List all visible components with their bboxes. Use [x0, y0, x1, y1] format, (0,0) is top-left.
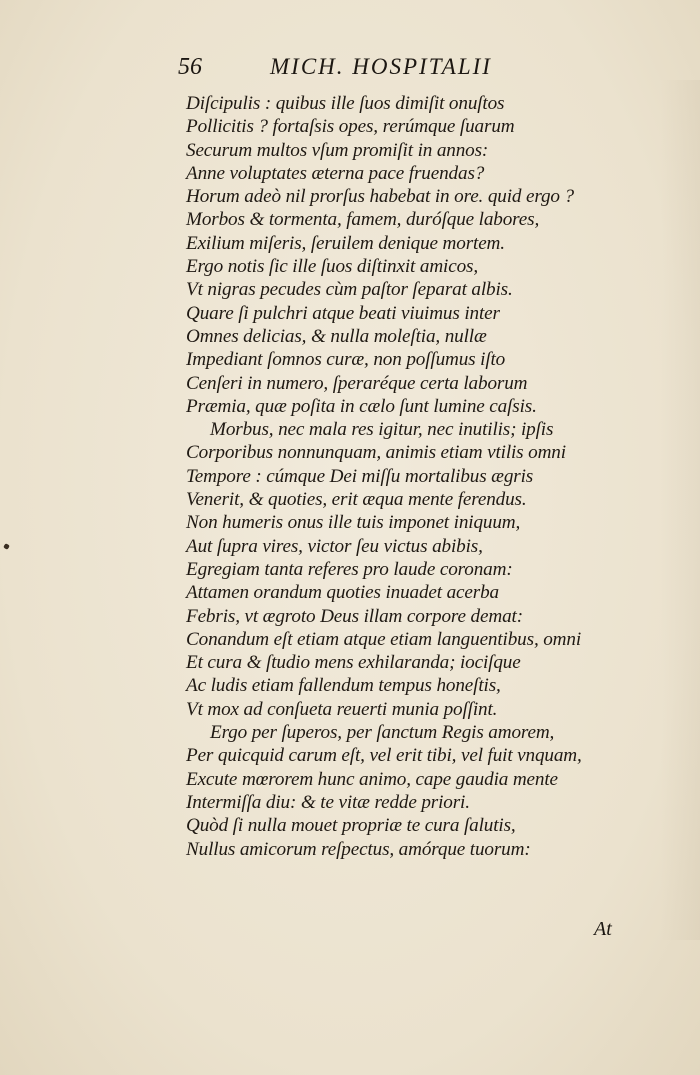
text-line: Et cura & ſtudio mens exhilaranda; iociſque — [186, 652, 521, 674]
facing-page-bleed — [660, 80, 700, 940]
text-line: Per quicquid carum eſt, vel erit tibi, vel fuit vnquam, — [186, 745, 582, 767]
text-line: Intermiſſa diu: & te vitæ redde priori. — [186, 791, 470, 813]
catchword: At — [594, 918, 612, 940]
text-line: Morbos & tormenta, famem, duróſque labores, — [186, 209, 540, 231]
text-line: Præmia, quæ poſita in cælo ſunt lumine caſsis. — [186, 395, 537, 417]
text-line: Vt mox ad conſueta reuerti munia poſſint. — [186, 698, 498, 720]
text-line: Vt nigras pecudes cùm paſtor ſeparat albis. — [186, 279, 513, 301]
text-line: Attamen orandum quoties inuadet acerba — [186, 582, 499, 604]
text-line: Egregiam tanta referes pro laude coronam: — [186, 558, 513, 580]
page-number: 56 — [178, 54, 202, 80]
page-header — [178, 54, 558, 88]
text-line: Conandum eſt etiam atque etiam languentibus, omni — [186, 628, 582, 650]
text-line: Exilium miſeris, ſeruilem denique mortem. — [186, 232, 505, 254]
text-line: Pollicitis ? fortaſsis opes, rerúmque ſuarum — [186, 116, 515, 138]
text-line: Tempore : cúmque Dei miſſu mortalibus ægris — [186, 465, 534, 487]
text-line: Excute mœrorem hunc animo, cape gaudia mente — [186, 768, 558, 790]
running-title: MICH. HOSPITALII — [270, 54, 492, 79]
ink-speck — [3, 543, 10, 550]
text-line: Anne voluptates æterna pace fruendas? — [186, 162, 485, 184]
text-line: Quare ſi pulchri atque beati viuimus inter — [186, 302, 500, 324]
text-line: Horum adeò nil prorſus habebat in ore. quid ergo ? — [186, 186, 574, 208]
text-line: Corporibus nonnunquam, animis etiam vtilis omni — [186, 442, 566, 464]
text-line: Venerit, & quoties, erit æqua mente ferendus. — [186, 489, 527, 511]
text-line: Impediant ſomnos curæ, non poſſumus iſto — [186, 349, 506, 371]
text-line: Quòd ſi nulla mouet propriæ te cura ſalutis, — [186, 815, 516, 837]
text-line: Ac ludis etiam fallendum tempus honeſtis, — [186, 675, 501, 697]
text-line-indented: Ergo per ſuperos, per ſanctum Regis amorem, — [210, 722, 555, 744]
text-line: Ergo notis ſic ille ſuos diſtinxit amicos, — [186, 256, 478, 278]
text-line: Febris, vt ægroto Deus illam corpore demat: — [186, 605, 523, 627]
text-line: Securum multos vſum promiſit in annos: — [186, 139, 489, 161]
text-line: Cenſeri in numero, ſperaréque certa laborum — [186, 372, 528, 394]
text-line: Nullus amicorum reſpectus, amórque tuorum: — [186, 838, 531, 860]
poem-text — [150, 92, 630, 861]
text-line: Non humeris onus ille tuis imponet iniquum, — [186, 512, 521, 534]
text-line: Aut ſupra vires, victor ſeu victus abibis, — [186, 535, 483, 557]
text-line: Diſcipulis : quibus ille ſuos dimiſit onuſtos — [186, 93, 505, 114]
text-line: Omnes delicias, & nulla moleſtia, nullæ — [186, 325, 487, 347]
text-line-indented: Morbus, nec mala res igitur, nec inutilis; ipſis — [210, 419, 554, 441]
